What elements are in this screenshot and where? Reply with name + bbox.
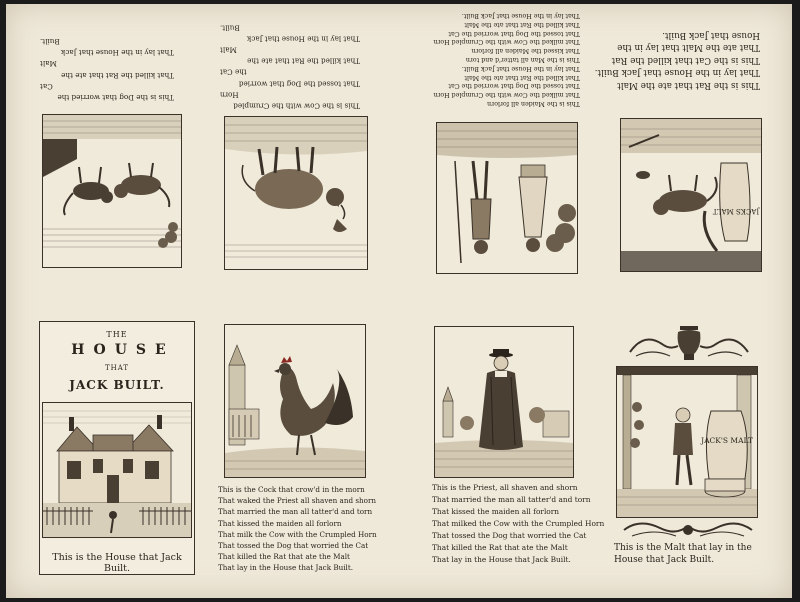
verse-line: That killed the Rat that ate the	[247, 56, 360, 66]
illustration-maiden-and-man	[436, 122, 578, 274]
verse-cock	[218, 484, 378, 574]
urn-ornament-icon	[622, 322, 756, 364]
cat-rat-engraving	[621, 119, 761, 271]
verse-line: That milked the Cow with the Crumpled Horn	[433, 38, 580, 46]
verse-line: That kissed the maiden all forlorn	[218, 518, 342, 528]
verse-line: Malt	[40, 59, 57, 69]
verse-line: That tossed the Dog that worried the Cat	[448, 29, 580, 37]
maiden-man-engraving	[437, 123, 577, 273]
verse-line: That lay in the House that Jack	[246, 34, 360, 44]
priest-engraving	[435, 327, 573, 477]
illustration-priest	[434, 326, 574, 478]
verse-line: That killed the Rat that ate the Malt	[464, 20, 580, 28]
verse-cow	[220, 22, 360, 112]
broadside-sheet	[6, 4, 792, 598]
verse-malt	[614, 542, 764, 566]
title-caption: This is the House that Jack Built.	[52, 552, 182, 574]
verse-line: That married the man all tatter'd and torn	[432, 495, 591, 504]
verse-line: That ate the Malt that lay in the	[617, 42, 760, 53]
verse-line: This is the Cock that crow'd in the morn	[218, 485, 365, 494]
house-engraving	[43, 403, 191, 537]
verse-line: Cat	[40, 82, 53, 92]
verse-line: Horn	[220, 90, 239, 100]
cow-engraving	[225, 117, 367, 269]
malt-engraving	[617, 367, 757, 517]
verse-line: This is the Maiden all forlorn	[487, 99, 580, 107]
verse-line: This is the Malt that lay in the	[614, 543, 752, 553]
sack-label: JACKS MALT	[712, 207, 760, 215]
verse-line: This is the Man all tatter'd and torn	[465, 55, 580, 63]
verse-line: That lay in the House that Jack Built.	[432, 555, 571, 564]
verse-line: That tossed the Dog that worried the Cat	[218, 541, 369, 551]
verse-line: That tossed the Dog that worried the Cat	[448, 82, 580, 90]
scroll-ornament-icon	[620, 518, 756, 542]
verse-line: That milked the Cow with the Crumpled Horn	[433, 90, 580, 98]
verse-rat	[594, 28, 760, 91]
verse-line: Malt	[220, 45, 237, 55]
verse-maiden	[434, 10, 580, 107]
ornament-urn	[622, 322, 756, 364]
verse-line: This is the Priest, all shaven and shorn	[432, 483, 578, 492]
dog-cat-engraving	[43, 115, 181, 267]
verse-line: That kissed the maiden all forlorn	[432, 507, 560, 516]
verse-line: House that Jack Built.	[662, 29, 760, 40]
verse-line: This is the Cow with the Crumpled	[233, 101, 360, 111]
verse-line: That killed the Rat that ate the Malt	[218, 552, 350, 562]
verse-line: That killed the Rat that ate the Malt	[464, 73, 580, 81]
verse-line: This is the Rat that ate the Malt	[617, 79, 760, 90]
verse-priest	[432, 482, 605, 566]
verse-line: That killed the Rat that ate the	[61, 70, 174, 80]
verse-line: This is the Cat that killed the Rat	[611, 54, 760, 65]
verse-line: That married the man all tatter'd and torn	[218, 507, 373, 517]
title-the: THE	[106, 330, 128, 339]
verse-line: That lay in the House that Jack Built.	[461, 11, 580, 19]
verse-line: That milked the Cow with the Crumpled Horn	[432, 519, 605, 528]
sack-label: JACK'S MALT	[701, 436, 753, 445]
house-illustration-frame	[42, 402, 192, 538]
verse-line: the Cat	[220, 68, 247, 78]
verse-line: Built.	[40, 37, 60, 47]
verse-line: That lay in the House that Jack	[60, 48, 174, 58]
title-panel	[39, 321, 195, 575]
verse-dog	[40, 36, 174, 103]
verse-line: That milk the Cow with the Crumpled Horn	[218, 529, 377, 539]
title-jack-built: JACK BUILT.	[69, 378, 165, 392]
verse-line: That waked the Priest all shaven and shorn	[218, 496, 377, 506]
verse-line: That lay in the House that Jack Built.	[218, 563, 354, 573]
illustration-cock	[224, 324, 366, 478]
verse-line: That lay in the House that Jack Built.	[461, 64, 580, 72]
illustration-cat-and-rat	[620, 118, 762, 272]
verse-line: That tossed the Dog that worried the Cat	[432, 531, 587, 540]
verse-line: That lay in the House that Jack Built.	[594, 67, 760, 78]
verse-line: This is the Dog that worried the	[57, 93, 174, 103]
verse-line: That kissed the Maiden all forlorn	[471, 46, 580, 54]
illustration-cow-tossing-dog	[224, 116, 368, 270]
illustration-dog-and-cat	[42, 114, 182, 268]
verse-line: That killed the Rat that ate the Malt	[432, 543, 568, 552]
verse-line: That tossed the Dog that worried	[238, 79, 360, 89]
ornament-scroll	[620, 518, 756, 542]
verse-line: Built.	[220, 23, 240, 33]
title-house: HOUSE	[71, 342, 175, 358]
verse-line: House that Jack Built.	[614, 555, 715, 565]
illustration-malt	[616, 366, 758, 518]
title-that: THAT	[104, 364, 130, 372]
cock-engraving	[225, 325, 365, 477]
